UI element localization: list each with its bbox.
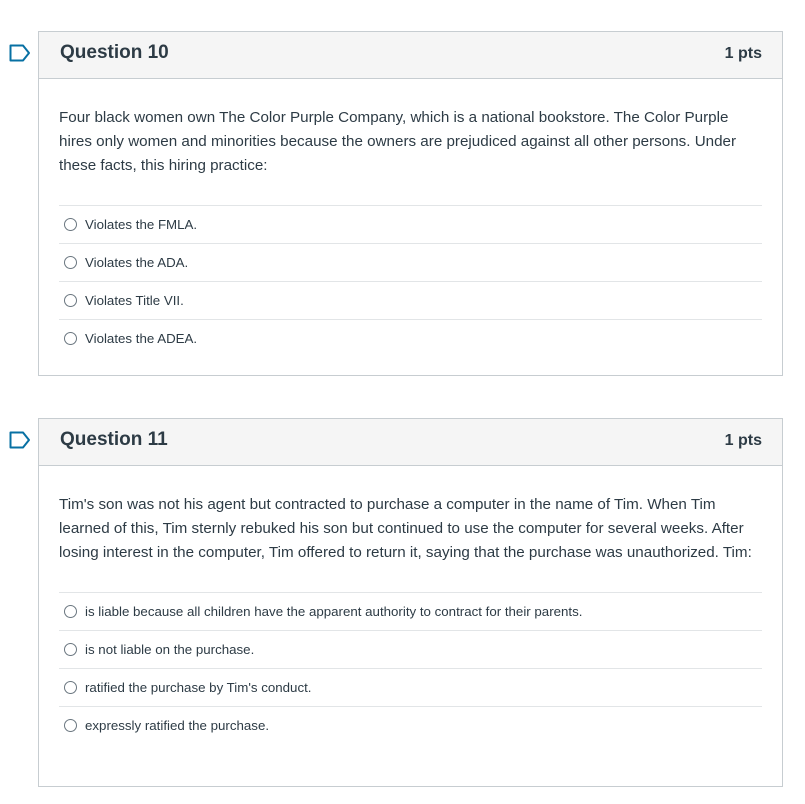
question-text: Four black women own The Color Purple Company, which is a national bookstore. The Color Purple hires only women and minorities because the owners are prejudiced against all other persons. Under these facts, this hiring practice:: [59, 109, 737, 174]
answer-option[interactable]: [59, 707, 762, 744]
question-title: Question 11: [60, 429, 168, 450]
answer-option[interactable]: [59, 244, 762, 282]
answer-label[interactable]: is not liable on the purchase.: [85, 642, 255, 657]
question-11-card: [38, 418, 783, 787]
question-text: Tim's son was not his agent but contracted to purchase a computer in the name of Tim. When Tim learned of this, Tim sternly rebuked his son but continued to use the computer for several weeks. After losing interest in the computer, Tim offered to return it, saying that the purchase was unauthorized. Tim:: [59, 496, 752, 561]
question-header: [39, 419, 782, 466]
answer-option[interactable]: [59, 206, 762, 244]
radio-button-icon[interactable]: [64, 218, 77, 231]
answer-label[interactable]: Violates the ADA.: [85, 255, 189, 270]
answer-label[interactable]: Violates the FMLA.: [85, 217, 198, 232]
question-header: [39, 32, 782, 79]
flag-question-icon[interactable]: [9, 431, 31, 449]
radio-button-icon[interactable]: [64, 681, 77, 694]
flag-question-icon[interactable]: [9, 44, 31, 62]
answer-option[interactable]: [59, 631, 762, 669]
question-title: Question 10: [60, 42, 169, 63]
answer-list: [59, 205, 762, 357]
radio-button-icon[interactable]: [64, 332, 77, 345]
answer-option[interactable]: [59, 282, 762, 320]
answer-label[interactable]: Violates Title VII.: [85, 293, 184, 308]
answer-label[interactable]: Violates the ADEA.: [85, 331, 198, 346]
answer-label[interactable]: expressly ratified the purchase.: [85, 718, 270, 733]
answer-option[interactable]: [59, 320, 762, 357]
radio-button-icon[interactable]: [64, 294, 77, 307]
radio-button-icon[interactable]: [64, 605, 77, 618]
answer-list: [59, 592, 762, 744]
answer-label[interactable]: is liable because all children have the apparent authority to contract for their parents.: [85, 604, 583, 619]
answer-option[interactable]: [59, 593, 762, 631]
question-points: 1 pts: [724, 45, 762, 62]
question-10-card: [38, 31, 783, 376]
radio-button-icon[interactable]: [64, 719, 77, 732]
answer-label[interactable]: ratified the purchase by Tim's conduct.: [85, 680, 312, 695]
question-points: 1 pts: [724, 432, 762, 449]
radio-button-icon[interactable]: [64, 256, 77, 269]
answer-option[interactable]: [59, 669, 762, 707]
radio-button-icon[interactable]: [64, 643, 77, 656]
